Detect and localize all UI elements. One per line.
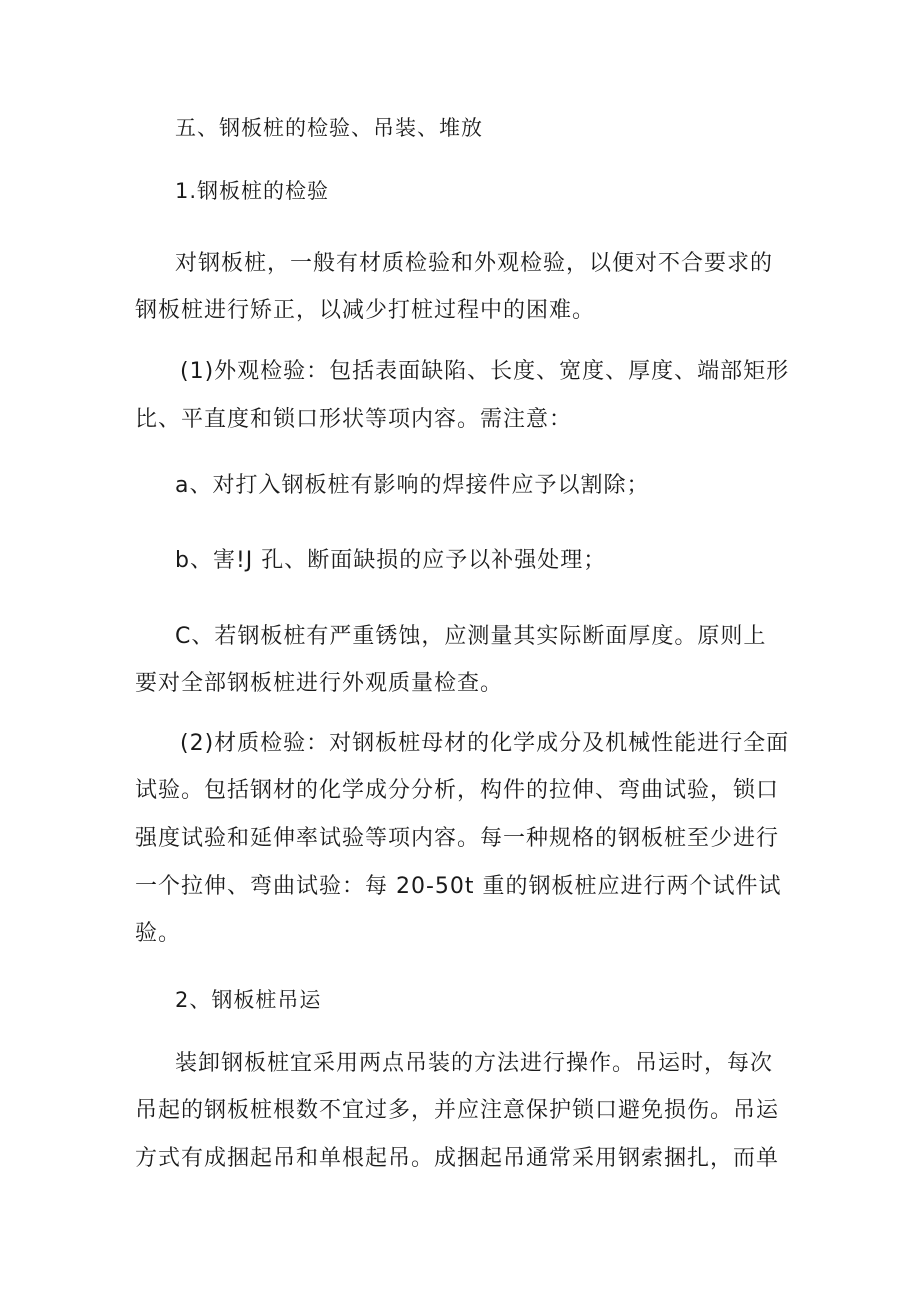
material-line-5: 验。 <box>135 921 182 946</box>
material-line-3: 强度试验和延伸率试验等项内容。每一种规格的钢板桩至少进行 <box>135 826 780 851</box>
item-b: b、害!J 孔、断面缺损的应予以补强处理； <box>175 548 607 573</box>
item-c-line-1: C、若钢板桩有严重锈蚀，应测量其实际断面厚度。原则上 <box>175 624 767 649</box>
lifting-line-1: 装卸钢板桩宜采用两点吊装的方法进行操作。吊运时，每次 <box>175 1051 774 1076</box>
appearance-line-1: (1)外观检验：包括表面缺陷、长度、宽度、厚度、端部矩形 <box>180 359 790 384</box>
material-line-1: (2)材质检验：对钢板桩母材的化学成分及机械性能进行全面 <box>180 731 790 756</box>
appearance-line-2: 比、平直度和锁口形状等项内容。需注意： <box>135 407 573 432</box>
subsection-1-title: 1.钢板桩的检验 <box>175 179 330 203</box>
material-line-2: 试验。包括钢材的化学成分分析，构件的拉伸、弯曲试验，锁口 <box>135 778 780 803</box>
intro-line-1: 对钢板桩，一般有材质检验和外观检验，以便对不合要求的 <box>175 251 774 276</box>
item-a: a、对打入钢板桩有影响的焊接件应予以割除； <box>175 473 650 498</box>
section-title: 五、钢板桩的检验、吊装、堆放 <box>175 116 483 140</box>
subsection-2-title: 2、钢板桩吊运 <box>175 988 322 1012</box>
intro-line-2: 钢板桩进行矫正，以减少打桩过程中的困难。 <box>135 298 596 323</box>
item-c-line-2: 要对全部钢板桩进行外观质量检查。 <box>135 671 504 696</box>
lifting-line-3: 方式有成捆起吊和单根起吊。成捆起吊通常采用钢索捆扎，而单 <box>135 1146 780 1171</box>
material-line-4: 一个拉伸、弯曲试验：每 20-50t 重的钢板桩应进行两个试件试 <box>135 874 782 899</box>
lifting-line-2: 吊起的钢板桩根数不宜过多，并应注意保护锁口避免损伤。吊运 <box>135 1098 780 1123</box>
